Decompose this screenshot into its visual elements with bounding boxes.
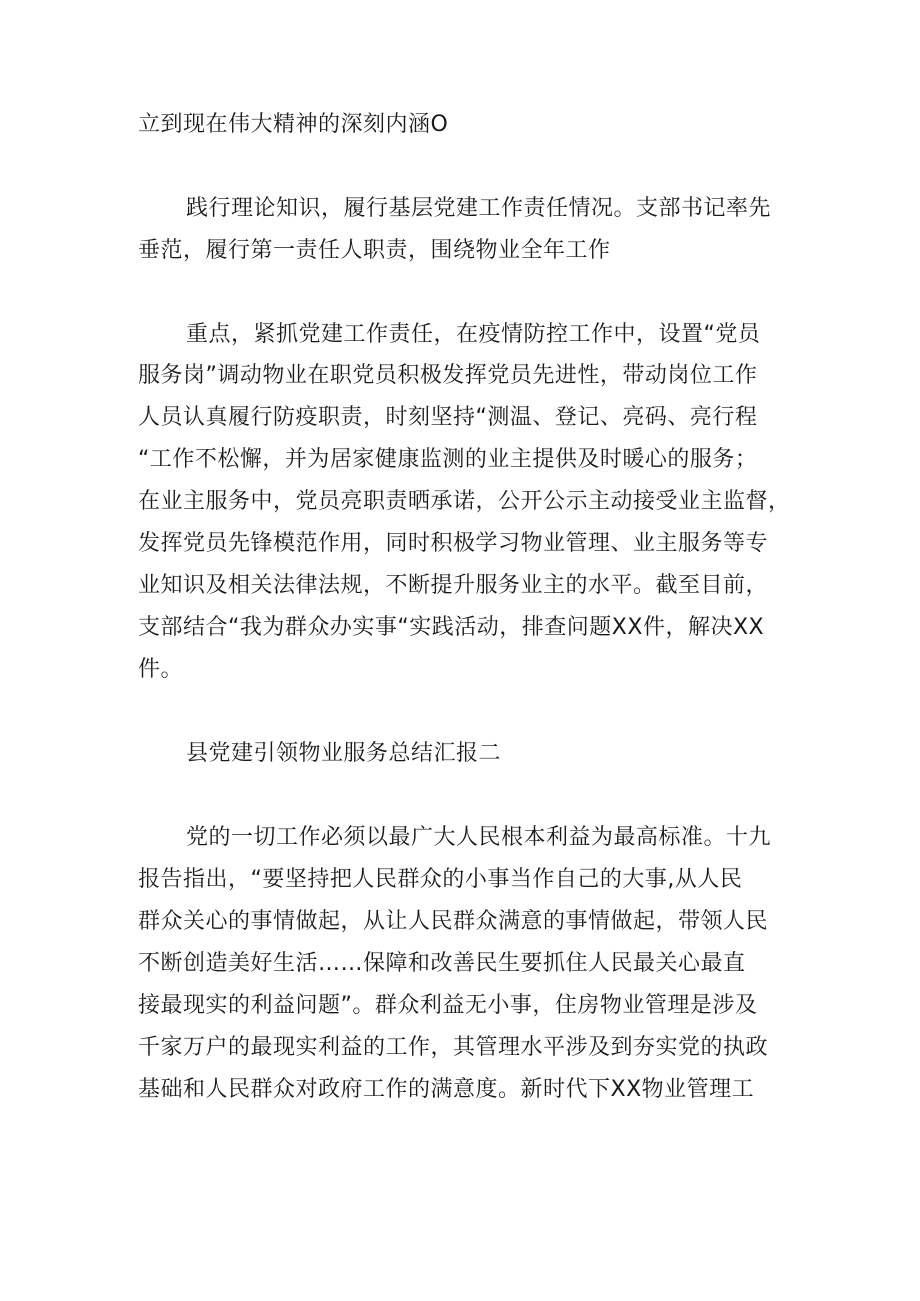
text-line: 支部结合“我为群众办实事“实践活动，排查问题XX件，解决XX bbox=[138, 615, 765, 640]
text-line: “工作不松懈，并为居家健康监测的业主提供及时暖心的服务； bbox=[138, 447, 758, 472]
text-line: 垂范，履行第一责任人职责，围绕物业全年工作 bbox=[138, 238, 611, 263]
text-line: 件。 bbox=[138, 657, 184, 682]
text-line: 践行理论知识，履行基层党建工作责任情况。支部书记率先 bbox=[186, 196, 772, 221]
text-line: 基础和人民群众对政府工作的满意度。新时代下XX物业管理工 bbox=[138, 1077, 755, 1102]
text-line: 服务岗”调动物业在职党员积极发挥党员先进性，带动岗位工作 bbox=[138, 363, 758, 388]
text-line: 发挥党员先锋模范作用，同时积极学习物业管理、业主服务等专 bbox=[138, 531, 769, 556]
text-line: 报告指出，“要坚持把人民群众的小事当作自己的大事,从人民 bbox=[138, 867, 743, 892]
text-line: 立到现在伟大精神的深刻内涵O bbox=[138, 112, 449, 137]
text-line: 不断创造美好生活……保障和改善民生要抓住人民最关心最直 bbox=[138, 951, 746, 976]
section-heading: 县党建引领物业服务总结汇报二 bbox=[186, 741, 502, 766]
text-line: 千家万户的最现实利益的工作，其管理水平涉及到夯实党的执政 bbox=[138, 1035, 769, 1060]
text-line: 人员认真履行防疫职责，时刻坚持“测温、登记、亮码、亮行程 bbox=[138, 405, 758, 430]
text-line: 业知识及相关法律法规，不断提升服务业主的水平。截至目前， bbox=[138, 573, 769, 598]
text-line: 党的一切工作必须以最广大人民根本利益为最高标准。十九 bbox=[186, 825, 772, 850]
text-line: 接最现实的利益问题”。群众利益无小事，住房物业管理是涉及 bbox=[138, 993, 758, 1018]
text-line: 群众关心的事情做起，从让人民群众满意的事情做起，带领人民 bbox=[138, 909, 769, 934]
text-line: 重点，紧抓党建工作责任，在疫情防控工作中，设置“党员 bbox=[186, 322, 761, 347]
text-line: 在业主服务中，党员亮职责晒承诺，公开公示主动接受业主监督， bbox=[138, 489, 791, 514]
